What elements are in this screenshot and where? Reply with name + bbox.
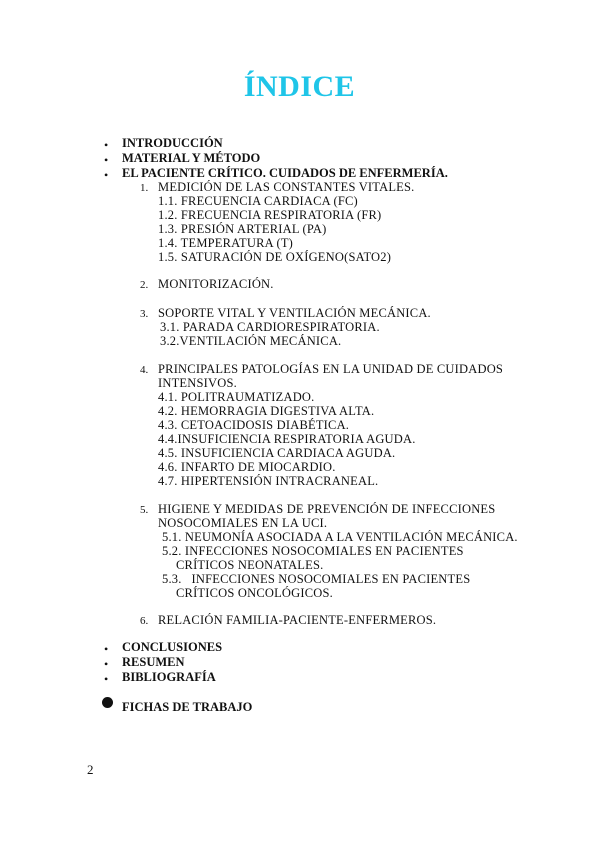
toc-item-resumen[interactable]: RESUMEN [122, 655, 185, 669]
section-number: 5. [140, 504, 149, 516]
page-number: 2 [87, 762, 94, 777]
toc-item-bibliografia[interactable]: BIBLIOGRAFÍA [122, 670, 216, 684]
toc-subitem-4-2[interactable]: 4.2. HEMORRAGIA DIGESTIVA ALTA. [158, 404, 375, 418]
toc-item-fichas-trabajo[interactable]: FICHAS DE TRABAJO [122, 700, 253, 714]
bullet-icon: • [104, 153, 109, 167]
section-number: 4. [140, 364, 149, 376]
toc-subitem-5-3-cont[interactable]: CRÍTICOS ONCOLÓGICOS. [176, 586, 333, 600]
toc-item-paciente-critico[interactable]: EL PACIENTE CRÍTICO. CUIDADOS DE ENFERMERÍA. [122, 166, 448, 180]
toc-section-6[interactable]: RELACIÓN FAMILIA-PACIENTE-ENFERMEROS. [158, 613, 437, 627]
toc-section-5-cont[interactable]: NOSOCOMIALES EN LA UCI. [158, 516, 328, 530]
toc-subitem-4-4[interactable]: 4.4.INSUFICIENCIA RESPIRATORIA AGUDA. [158, 432, 416, 446]
bullet-icon: • [104, 657, 109, 671]
toc-subitem-5-2-cont[interactable]: CRÍTICOS NEONATALES. [176, 558, 324, 572]
bullet-icon: • [104, 672, 109, 686]
toc-subitem-4-1[interactable]: 4.1. POLITRAUMATIZADO. [158, 390, 315, 404]
toc-subitem-5-1[interactable]: 5.1. NEUMONÍA ASOCIADA A LA VENTILACIÓN MECÁNICA. [162, 530, 518, 544]
toc-subitem-3-2[interactable]: 3.2.VENTILACIÓN MECÁNICA. [160, 334, 342, 348]
section-number: 1. [140, 182, 149, 194]
section-number: 6. [140, 615, 149, 627]
toc-section-4[interactable]: PRINCIPALES PATOLOGÍAS EN LA UNIDAD DE CUIDADOS [158, 362, 504, 376]
toc-item-introduccion[interactable]: INTRODUCCIÓN [122, 136, 223, 150]
page-title: ÍNDICE [243, 70, 356, 103]
bullet-icon: • [104, 642, 109, 656]
toc-section-1[interactable]: MEDICIÓN DE LAS CONSTANTES VITALES. [158, 180, 415, 194]
toc-subitem-4-5[interactable]: 4.5. INSUFICIENCIA CARDIACA AGUDA. [158, 446, 396, 460]
toc-item-material-metodo[interactable]: MATERIAL Y MÉTODO [122, 151, 261, 165]
toc-subitem-5-3[interactable]: 5.3. INFECCIONES NOSOCOMIALES EN PACIENTES [162, 572, 471, 586]
toc-subitem-1-4[interactable]: 1.4. TEMPERATURA (T) [158, 236, 294, 250]
toc-section-5[interactable]: HIGIENE Y MEDIDAS DE PREVENCIÓN DE INFECCIONES [158, 502, 496, 516]
bullet-icon [102, 697, 113, 708]
toc-subitem-1-5[interactable]: 1.5. SATURACIÓN DE OXÍGENO(SATO2) [158, 250, 392, 264]
toc-subitem-3-1[interactable]: 3.1. PARADA CARDIORESPIRATORIA. [160, 320, 380, 334]
toc-subitem-5-2[interactable]: 5.2. INFECCIONES NOSOCOMIALES EN PACIENTES [162, 544, 464, 558]
toc-section-2[interactable]: MONITORIZACIÓN. [158, 277, 274, 291]
section-number: 3. [140, 308, 149, 320]
toc-subitem-1-3[interactable]: 1.3. PRESIÓN ARTERIAL (PA) [158, 222, 327, 236]
toc-section-3[interactable]: SOPORTE VITAL Y VENTILACIÓN MECÁNICA. [158, 306, 431, 320]
section-number: 2. [140, 279, 149, 291]
toc-subitem-4-3[interactable]: 4.3. CETOACIDOSIS DIABÉTICA. [158, 418, 350, 432]
bullet-icon: • [104, 138, 109, 152]
toc-item-conclusiones[interactable]: CONCLUSIONES [122, 640, 223, 654]
toc-subitem-1-2[interactable]: 1.2. FRECUENCIA RESPIRATORIA (FR) [158, 208, 382, 222]
toc-subitem-4-6[interactable]: 4.6. INFARTO DE MIOCARDIO. [158, 460, 336, 474]
toc-subitem-4-7[interactable]: 4.7. HIPERTENSIÓN INTRACRANEAL. [158, 474, 379, 488]
bullet-icon: • [104, 168, 109, 182]
toc-section-4-cont[interactable]: INTENSIVOS. [158, 376, 237, 390]
toc-subitem-1-1[interactable]: 1.1. FRECUENCIA CARDIACA (FC) [158, 194, 358, 208]
